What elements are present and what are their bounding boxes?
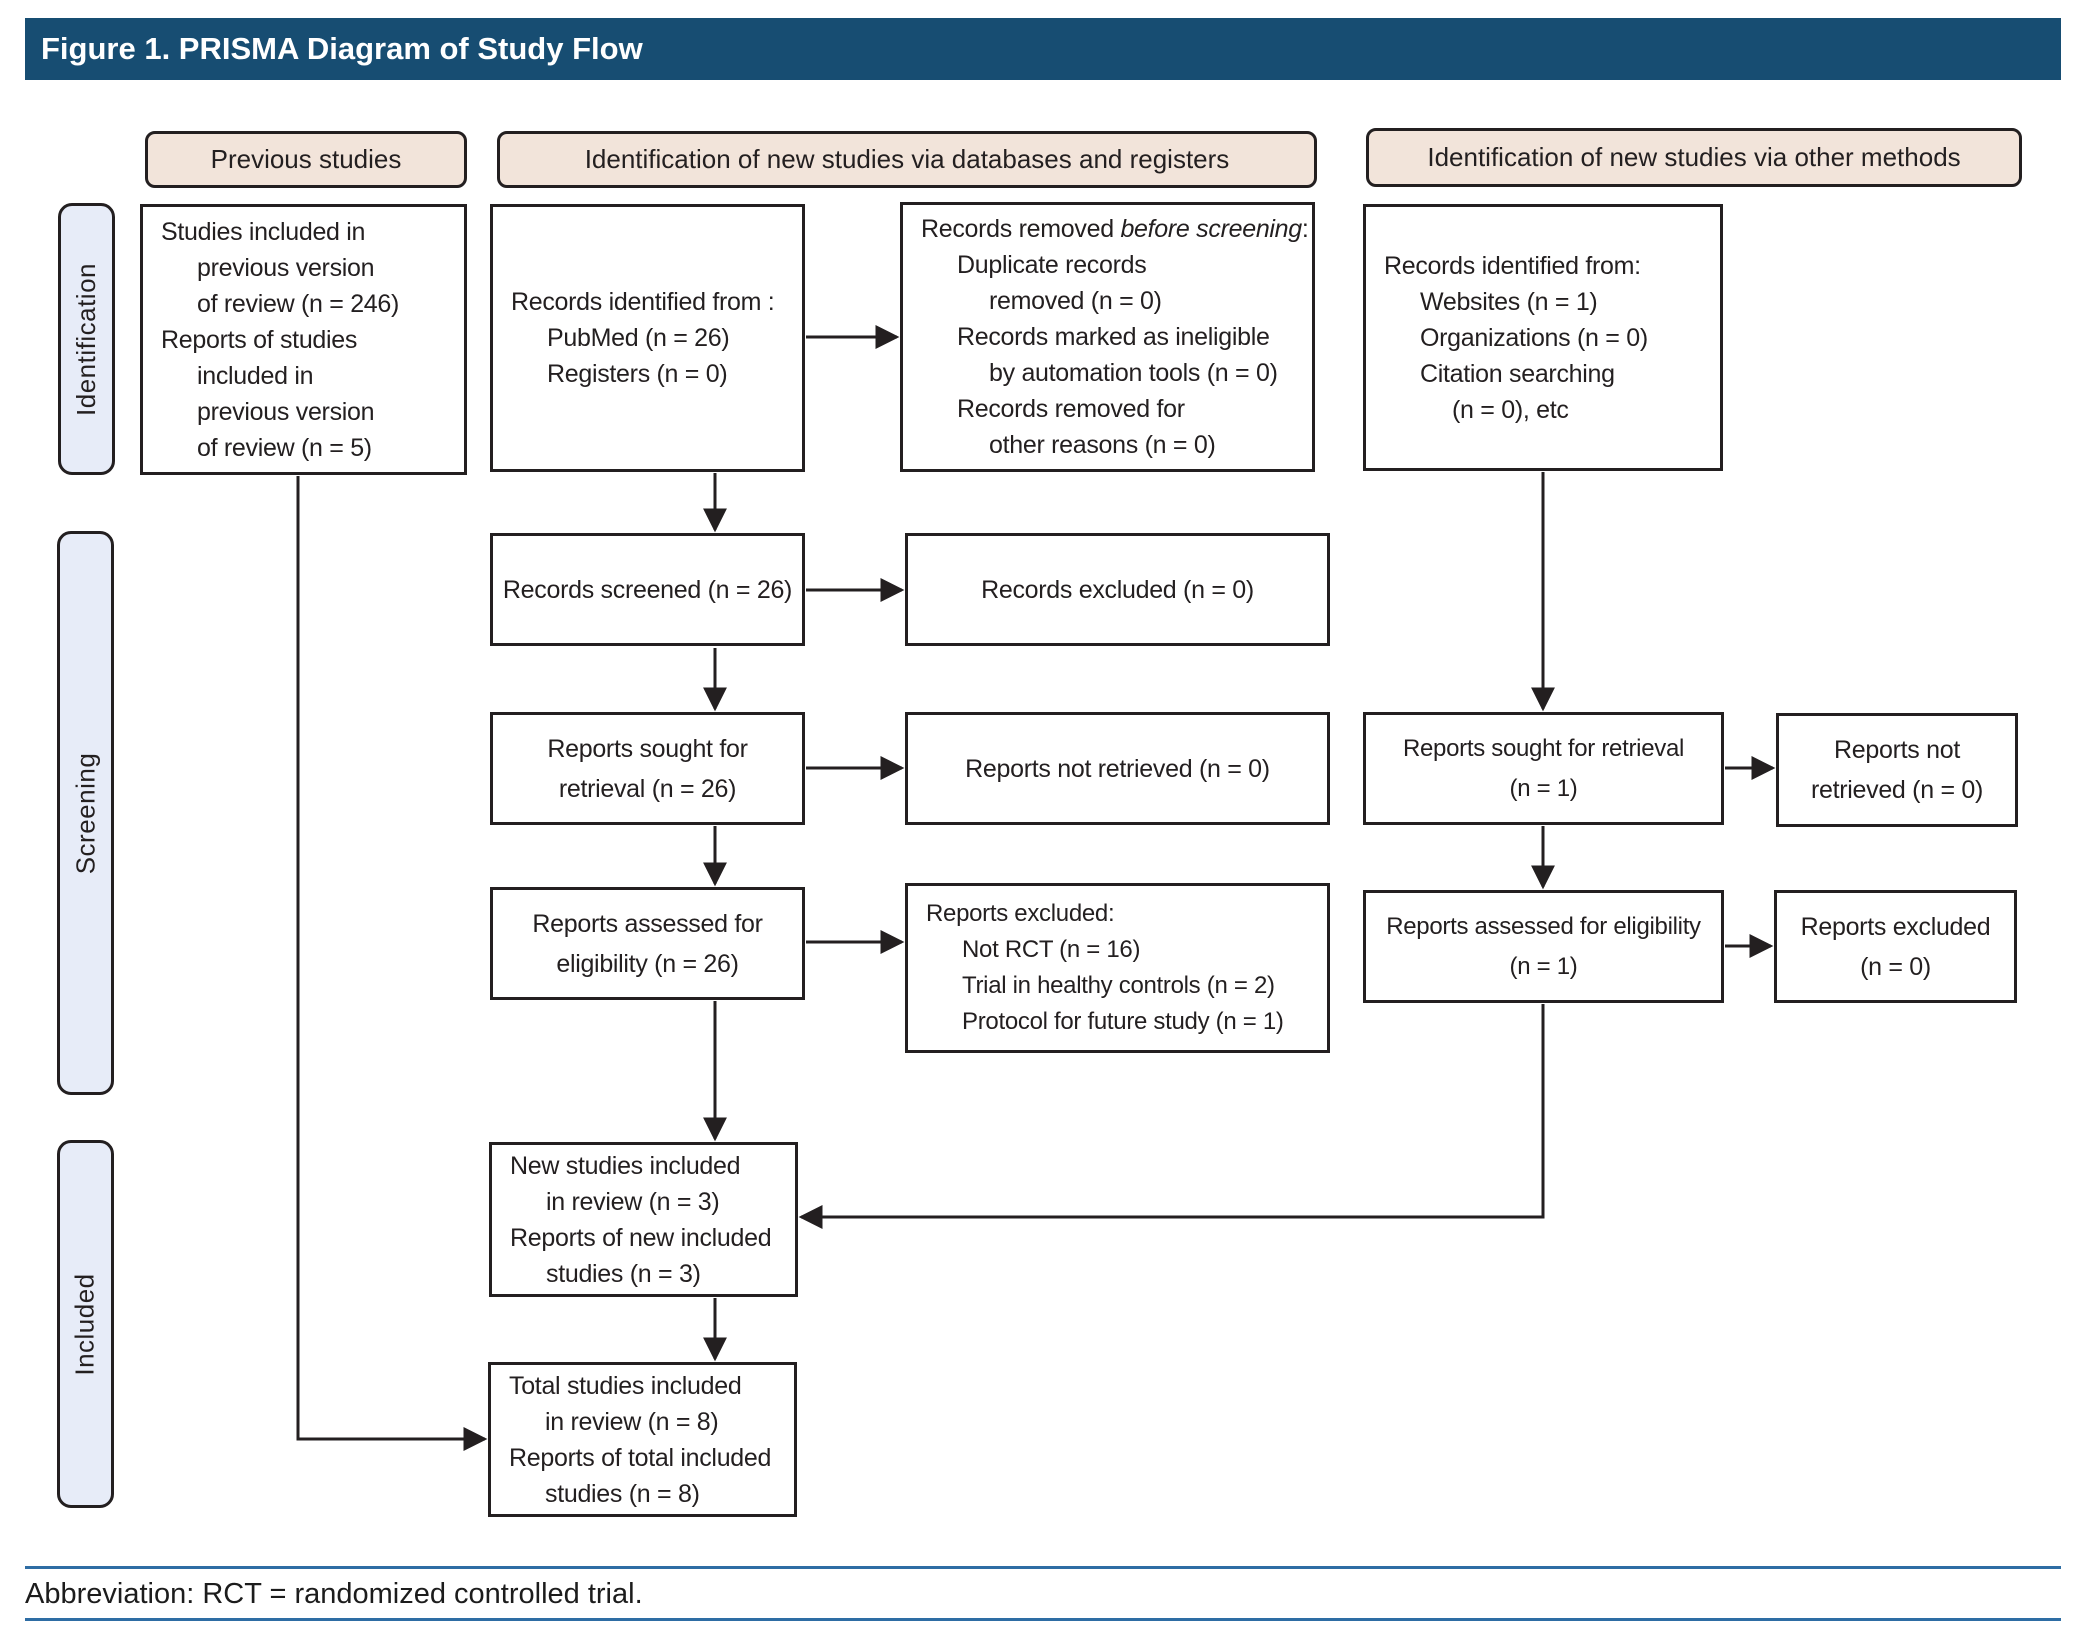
text-line: studies (n = 3) (546, 1259, 701, 1288)
text-line: Reports not retrieved (n = 0) (965, 754, 1270, 783)
text-line: removed (n = 0) (989, 287, 1162, 315)
text-line: Studies included in (161, 217, 366, 246)
text-line: Reports assessed for eligibility (1386, 912, 1701, 940)
text-line: Websites (n = 1) (1420, 287, 1598, 316)
text-line: by automation tools (n = 0) (989, 359, 1278, 387)
text-line: Not RCT (n = 16) (962, 936, 1141, 963)
text-line: studies (n = 8) (545, 1479, 700, 1508)
box-reports-assessed-other (1363, 890, 1724, 1003)
box-previous-studies (140, 204, 467, 475)
box-reports-not-retrieved (905, 712, 1330, 825)
text-line: (n = 1) (1509, 952, 1578, 980)
text-line: (n = 0), etc (1452, 395, 1569, 424)
box-reports-excluded-reasons (905, 883, 1330, 1053)
column-header-other-methods: Identification of new studies via other methods (1366, 128, 2022, 187)
text-line: Reports of new included (510, 1223, 772, 1252)
text-line: (n = 0) (1860, 952, 1931, 981)
text-line: PubMed (n = 26) (547, 324, 730, 352)
text-line: Reports sought for (547, 734, 748, 763)
text-line: in review (n = 3) (546, 1187, 720, 1216)
text-line: Trial in healthy controls (n = 2) (962, 972, 1275, 999)
text-line: in review (n = 8) (545, 1407, 719, 1436)
text-line: Protocol for future study (n = 1) (962, 1008, 1284, 1035)
text-line: other reasons (n = 0) (989, 431, 1216, 459)
text-line: New studies included (510, 1151, 741, 1180)
text-line: Citation searching (1420, 359, 1615, 388)
text-line: of review (n = 5) (197, 433, 372, 462)
text-line: Records removed for (957, 395, 1185, 423)
text-line: Reports excluded: (926, 900, 1115, 927)
text-line: Reports excluded (1800, 912, 1991, 941)
text-line: Duplicate records (957, 251, 1147, 279)
arrow-previous-to-total (298, 476, 485, 1439)
figure-title: Figure 1. PRISMA Diagram of Study Flow (41, 31, 643, 66)
box-reports-sought-other (1363, 712, 1724, 825)
text-line: Records identified from : (511, 288, 775, 316)
stage-label-identification: Identification (71, 262, 102, 416)
box-records-removed (900, 202, 1315, 472)
box-records-identified (490, 204, 805, 472)
text-line: previous version (197, 397, 375, 426)
box-reports-not-retrieved-other (1776, 713, 2018, 827)
text-line: Registers (n = 0) (547, 360, 728, 388)
text-line: eligibility (n = 26) (556, 949, 739, 978)
text-line: Records removed before screening: (921, 215, 1309, 243)
text-line: Reports assessed for (532, 909, 763, 938)
box-reports-assessed (490, 887, 805, 1000)
text-line: Records excluded (n = 0) (981, 575, 1254, 604)
text-line: retrieval (n = 26) (558, 774, 737, 803)
text-line: included in (197, 361, 314, 390)
text-line: Total studies included (509, 1371, 742, 1400)
divider-top (25, 1566, 2061, 1569)
text-line: Records identified from: (1384, 251, 1641, 280)
text-line: Records marked as ineligible (957, 323, 1270, 351)
box-records-screened (490, 533, 805, 646)
stage-label-screening: Screening (70, 752, 101, 874)
box-reports-sought (490, 712, 805, 825)
text-line: (n = 1) (1509, 774, 1578, 802)
text-line: Reports of total included (509, 1443, 772, 1472)
text-line: Records screened (n = 26) (502, 575, 793, 604)
box-records-identified-other (1363, 204, 1723, 471)
text-line: Organizations (n = 0) (1420, 323, 1648, 352)
divider-bottom (25, 1618, 2061, 1621)
footnote: Abbreviation: RCT = randomized controlled trial. (25, 1578, 643, 1610)
column-header-databases-registers: Identification of new studies via databases and registers (497, 131, 1317, 188)
text-line: previous version (197, 253, 375, 282)
box-new-studies-included (489, 1142, 798, 1297)
box-records-excluded (905, 533, 1330, 646)
text-line: Reports not (1834, 736, 1960, 764)
column-header-previous-studies: Previous studies (145, 131, 467, 188)
text-line: Reports sought for retrieval (1402, 734, 1685, 762)
text-line: of review (n = 246) (197, 289, 400, 318)
box-total-studies-included (488, 1362, 797, 1517)
box-reports-excluded-other (1774, 890, 2017, 1003)
stage-label-included: Included (70, 1272, 100, 1376)
text-line: Reports of studies (161, 325, 358, 354)
text-line: retrieved (n = 0) (1810, 776, 1984, 804)
